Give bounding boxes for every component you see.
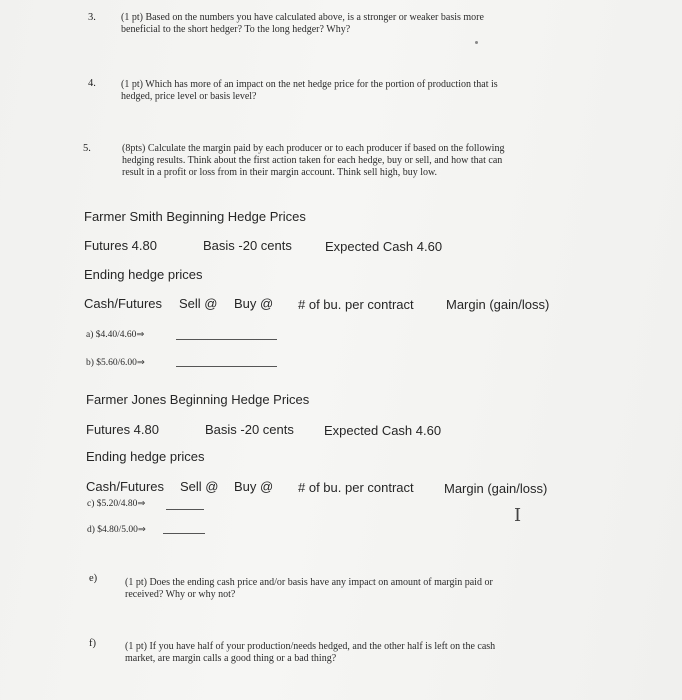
question-3-line2: beneficial to the short hedger? To the long hedger? Why?: [121, 24, 351, 35]
question-3-number: 3.: [88, 12, 96, 23]
smith-futures: Futures 4.80: [84, 238, 157, 253]
question-f-line1: (1 pt) If you have half of your production/needs hedged, and the other half is left on the cash: [125, 641, 496, 652]
jones-title: Farmer Jones Beginning Hedge Prices: [86, 392, 310, 407]
jones-row-c-blank: [166, 509, 204, 510]
smith-col-bushels: # of bu. per contract: [298, 297, 414, 312]
smith-col-margin: Margin (gain/loss): [446, 297, 550, 312]
question-e-line1: (1 pt) Does the ending cash price and/or basis have any impact on amount of margin paid or: [125, 577, 493, 588]
jones-col-cash-futures: Cash/Futures: [86, 479, 165, 494]
pen-mark: [475, 41, 478, 44]
smith-expected-cash: Expected Cash 4.60: [325, 239, 443, 254]
smith-col-cash-futures: Cash/Futures: [84, 296, 163, 311]
text-cursor-icon: I: [514, 505, 522, 526]
jones-expected-cash: Expected Cash 4.60: [324, 423, 442, 438]
smith-col-sell: Sell @: [179, 296, 218, 311]
question-f-line2: market, are margin calls a good thing or a bad thing?: [125, 653, 337, 664]
question-f-number: f): [89, 638, 96, 649]
question-5-line1: (8pts) Calculate the margin paid by each producer or to each producer if based on the following: [122, 143, 505, 154]
jones-col-buy: Buy @: [234, 479, 274, 494]
smith-row-a-blank: [176, 339, 277, 340]
jones-basis: Basis -20 cents: [205, 422, 294, 437]
question-4-number: 4.: [88, 78, 96, 89]
smith-row-b-blank: [176, 366, 277, 367]
jones-col-bushels: # of bu. per contract: [298, 480, 414, 495]
smith-col-buy: Buy @: [234, 296, 274, 311]
smith-row-b: b) $5.60/6.00⇒: [86, 358, 145, 368]
question-e-line2: received? Why or why not?: [125, 589, 236, 600]
jones-row-c: c) $5.20/4.80⇒: [87, 499, 146, 509]
jones-ending-label: Ending hedge prices: [86, 449, 205, 464]
jones-col-margin: Margin (gain/loss): [444, 481, 548, 496]
question-e-number: e): [89, 573, 98, 584]
jones-col-sell: Sell @: [180, 479, 219, 494]
smith-basis: Basis -20 cents: [203, 238, 292, 253]
smith-ending-label: Ending hedge prices: [84, 267, 203, 282]
question-4-line1: (1 pt) Which has more of an impact on the net hedge price for the portion of production that is: [121, 79, 498, 90]
question-5-line2: hedging results. Think about the first action taken for each hedge, buy or sell, and how that can: [122, 155, 503, 166]
jones-futures: Futures 4.80: [86, 422, 159, 437]
question-3-line1: (1 pt) Based on the numbers you have calculated above, is a stronger or weaker basis more: [121, 12, 484, 23]
question-4-line2: hedged, price level or basis level?: [121, 91, 257, 102]
smith-row-a: a) $4.40/4.60⇒: [86, 330, 145, 340]
jones-row-d-blank: [163, 533, 205, 534]
question-5-line3: result in a profit or loss from in their margin account. Think sell high, buy low.: [122, 167, 438, 178]
jones-row-d: d) $4.80/5.00⇒: [87, 525, 146, 535]
smith-title: Farmer Smith Beginning Hedge Prices: [84, 209, 306, 224]
question-5-number: 5.: [83, 143, 91, 154]
